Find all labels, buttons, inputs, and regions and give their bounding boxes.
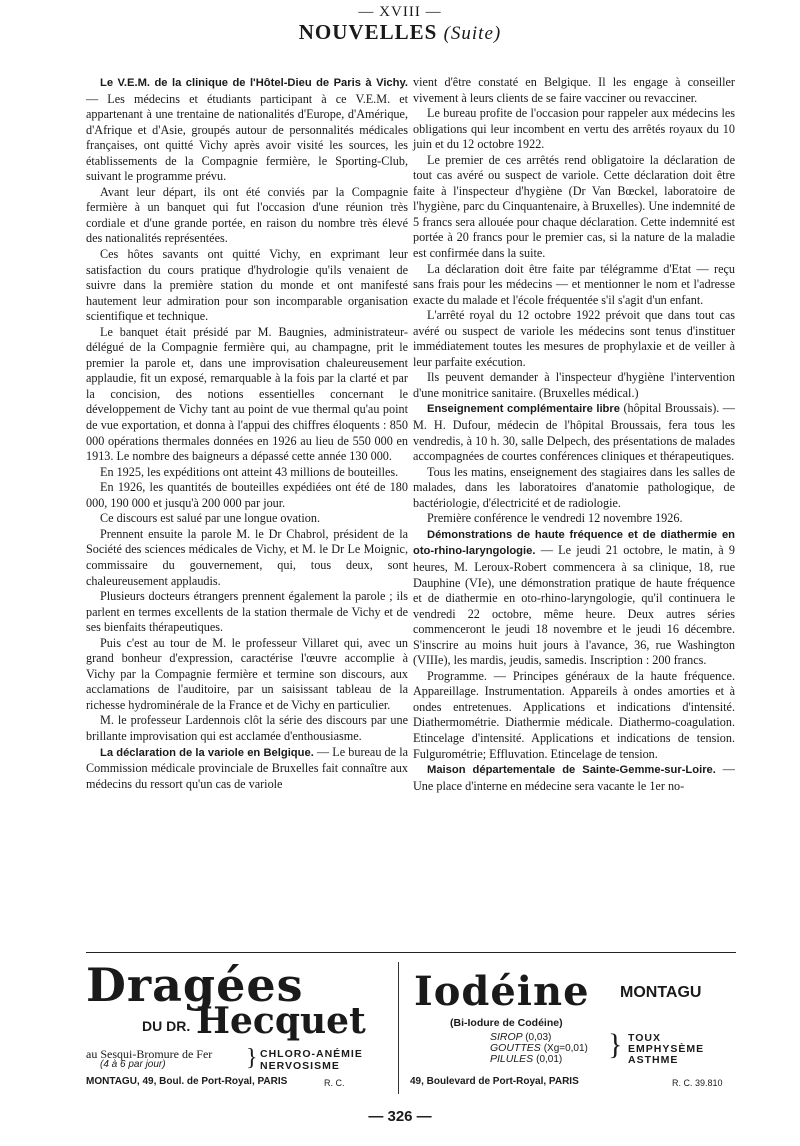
article-text: Le bureau profite de l'occasion pour rappeler aux médecins les obligations qui leur incombent en vertu des arrêtés royaux du 10 juin et du 12 octobre 1922. (413, 106, 735, 152)
ad-forms (490, 1032, 588, 1065)
article-text: Avant leur départ, ils ont été conviés par la Compagnie fermière à un banquet qui fut l'occasion d'une réunion très cordiale et d'une grande portée, en raison du nombre très élevé des nationalités représentées. (86, 184, 408, 246)
ad-form-qty: (0,01) (536, 1054, 563, 1065)
article-paragraph (413, 465, 735, 512)
article-paragraph (86, 480, 408, 511)
article-paragraph (86, 511, 408, 527)
ad-indication: CHLORO-ANÉMIE (260, 1048, 363, 1060)
ad-address-left: MONTAGU, 49, Boul. de Port-Royal, PARIS (86, 1076, 288, 1087)
ad-form-name: SIROP (490, 1031, 523, 1043)
ad-iodeine-montagu (410, 958, 740, 1094)
article-paragraph (413, 669, 735, 762)
article-paragraph (413, 262, 735, 309)
article-text: En 1926, les quantités de bouteilles expédiées ont été de 180 000, 190 000 et jusqu'à 200 000 par jour. (86, 480, 408, 510)
ad-brand-hecquet: Hecquet (196, 1000, 366, 1042)
article-text: M. le professeur Lardennois clôt la série des discours par une brillante improvisation qui est acclamée d'enthousiasme. (86, 713, 408, 743)
article-paragraph (86, 527, 408, 589)
article-paragraph (413, 106, 735, 153)
article-lead: Démonstrations de haute fréquence et de diathermie en oto-rhino-laryngologie. (413, 528, 735, 558)
article-paragraph (413, 370, 735, 401)
ad-form-row (490, 1054, 588, 1065)
roman-page-number: — XVIII — (358, 4, 442, 20)
heading-subtitle: (Suite) (443, 23, 502, 44)
ad-brand-dragees: Dragées (86, 958, 304, 1012)
article-paragraph (86, 745, 408, 793)
ad-indication: NERVOSISME (260, 1060, 340, 1072)
article-text: Le premier de ces arrêtés rend obligatoire la déclaration de tout cas avéré ou suspect de variole. Cette déclaration doit être faite à l'inspecteur d'hygiène (Dr Van Bœckel, laboratoire de l'hygiène, parc du Cinquantenaire, à Bruxelles). Une indemnité de 5 francs sera allouée pour chaque déclaration. Cette indemnité est portée à 20 francs pour le premier cas, si la nature de la maladie est confirmée dans la suite. (413, 152, 736, 261)
article-lead: Enseignement complémentaire libre (427, 403, 620, 416)
article-paragraph (413, 308, 735, 370)
ad-indication: ASTHME (628, 1054, 679, 1066)
article-text: — Le jeudi 21 octobre, le matin, à 9 heures, M. Leroux-Robert commencera à sa clinique, 18, rue Dauphine (VIe), une démonstration pratique de haute fréquence et de diathermie en oto-rhino-laryngologie, qu'il continuera le vendredi 22 octobre, même heure. Deux autres séries commenceront le jeudi 18 novembre et le jeudi 16 décembre. S'inscrire au moins huit jours à l'avance, 36, rue Washington (VIIIe), les mardis, jeudis, samedis. Inscription : 200 francs. (413, 543, 735, 668)
ad-form-qty: (Xg=0,01) (543, 1043, 588, 1054)
ad-rc-right: R. C. 39.810 (672, 1078, 723, 1088)
article-paragraph (86, 325, 408, 465)
article-paragraph (86, 465, 408, 481)
article-text: — Une place d'interne en médecine sera vacante le 1er no- (413, 762, 735, 793)
brace-icon: } (608, 1028, 623, 1061)
ad-brand-iodeine: Iodéine (414, 968, 590, 1015)
ad-indication: TOUX (628, 1032, 661, 1044)
article-text: Puis c'est au tour de M. le professeur Villaret qui, avec un grand bonheur d'expression, caractérise l'œuvre accomplie à Vichy par la Compagnie fermière et termine son discours, aux acclamations de l'auditoire, par un saisissant tableau de la richesse hydrominérale de la France et de Vichy en particulier. (86, 635, 408, 712)
article-text: vient d'être constaté en Belgique. Il les engage à conseiller vivement à leurs clients de se faire vacciner ou revacciner. (413, 75, 735, 105)
article-paragraph (413, 153, 735, 262)
ad-dragees-hecquet (86, 958, 391, 1094)
ad-dose: (4 à 6 par jour) (100, 1059, 166, 1070)
brace-icon: } (246, 1045, 258, 1071)
ad-maker: MONTAGU (620, 984, 702, 1001)
right-column (413, 75, 735, 794)
ad-compound: (Bi-Iodure de Codéine) (450, 1017, 563, 1029)
article-text: Tous les matins, enseignement des stagiaires dans les salles de malades, dans les laboratoires d'anatomie pathologique, de bactériologie, d'électricité et de radiologie. (413, 464, 735, 510)
article-paragraph (86, 185, 408, 247)
article-text: Plusieurs docteurs étrangers prennent également la parole ; ils parlent en termes excellents de la station thermale de Vichy et de ses bienfaits thérapeutiques. (86, 589, 408, 635)
section-heading (0, 20, 800, 45)
heading-title: NOUVELLES (298, 20, 438, 44)
article-paragraph (86, 713, 408, 744)
ad-form-name: GOUTTES (490, 1042, 541, 1054)
article-lead: Le V.E.M. de la clinique de l'Hôtel-Dieu de Paris à Vichy. (100, 77, 408, 89)
article-text: Ils peuvent demander à l'inspecteur d'hygiène l'intervention d'une monitrice sanitaire. (Bruxelles médical.) (413, 370, 735, 400)
article-text: L'arrêté royal du 12 octobre 1922 prévoit que dans tout cas avéré ou suspect de variole les médecins sont tenus d'instituer immédiatement toutes les mesures de prophylaxie et de veiller à leur parfaite exécution. (413, 308, 735, 369)
article-paragraph (413, 401, 735, 464)
article-text: Ces hôtes savants ont quitté Vichy, en exprimant leur satisfaction du cours pratique d'hydrologie qu'ils venaient de suivre dans la première station du monde et ont manifesté hautement leur admiration pour son incomparable organisation scientifique et technique. (86, 247, 408, 324)
ad-address-right: 49, Boulevard de Port-Royal, PARIS (410, 1076, 579, 1087)
article-text: En 1925, les expéditions ont atteint 43 millions de bouteilles. (100, 464, 399, 479)
ad-rc-left: R. C. (324, 1078, 345, 1088)
ad-vertical-separator (398, 962, 399, 1094)
article-paragraph (413, 75, 735, 106)
ad-indications-right (628, 1033, 704, 1066)
article-text: — Le bureau de la Commission médicale provinciale de Bruxelles fait connaître aux médecins du ressort qu'un cas de variole (86, 744, 408, 791)
article-text: Prennent ensuite la parole M. le Dr Chabrol, président de la Société des sciences médicales de Vichy, et M. le Dr Le Moignic, commissaire du gouvernement, qui, tous deux, sont chaleureusement applaudis. (86, 526, 408, 588)
ad-indications-left (260, 1048, 363, 1072)
article-text: Programme. — Principes généraux de la haute fréquence. Appareillage. Instrumentation. Appareils à ondes amorties et à ondes entretenues. Applications et indications d'intensité. Diathermométrie. Diathermie médicale. Diathermo-coagulation. Etincelage d'intensité. Applications et indications de tension. Fulgurométrie; Effluvation. Etincelage de tension. (413, 668, 735, 761)
left-column (86, 75, 408, 792)
ad-product: au Sesqui-Bromure de Fer (86, 1047, 213, 1061)
article-paragraph (86, 636, 408, 714)
article-text: La déclaration doit être faite par télégramme d'Etat — reçu sans frais pour les médecins — et mentionner le nom et l'adresse exacte du malade et l'école fréquentée s'il s'agit d'un enfant. (413, 261, 735, 307)
article-lead: Maison départementale de Sainte-Gemme-sur-Loire. (427, 764, 716, 777)
article-text: (hôpital Broussais). — M. H. Dufour, médecin de l'hôpital Broussais, fera tous les vendredis, à 10 h. 30, salle Delpech, des présentations de malades accompagnées de courtes conférences cliniques et thérapeutiques. (413, 401, 735, 464)
ad-du-dr: DU DR. (142, 1018, 191, 1034)
article-paragraph (86, 589, 408, 636)
article-paragraph (413, 762, 735, 794)
article-lead: La déclaration de la variole en Belgique. (100, 746, 314, 759)
ad-form-qty: (0,03) (525, 1032, 552, 1043)
article-paragraph (86, 75, 408, 185)
article-paragraph (86, 247, 408, 325)
article-paragraph (413, 511, 735, 527)
page-number: — 326 — (368, 1108, 432, 1125)
ad-divider-line (86, 952, 736, 953)
article-text: Ce discours est salué par une longue ovation. (100, 511, 320, 526)
article-text: Première conférence le vendredi 12 novembre 1926. (427, 511, 683, 526)
article-paragraph (413, 527, 735, 669)
ad-indication: EMPHYSÈME (628, 1043, 705, 1055)
ad-form-name: PILULES (490, 1053, 534, 1065)
article-text: Le banquet était présidé par M. Baugnies, administrateur-délégué de la Compagnie fermière qui, au champagne, prit le premier la parole et, dans une improvisation chaleureusement applaudie, fit un exposé, remarquable à la fois par la clarté et par la concision, des notions essentielles concernant le développement de Vichy tant au point de vue thermal qu'au point de vue exportation, et donna à l'appui des chiffres éloquents : 850 000 opérations thermales données en 1926 au lieu de 550 000 en 1913. Le nombre des baigneurs a dépassé cette année 130 000. (86, 324, 408, 464)
article-text: — Les médecins et étudiants participant à ce V.E.M. et appartenant à une trentaine de nationalités d'Europe, d'Amérique, d'Afrique et d'Asie, groupés autour de personnalités médicales françaises, ont quitté Vichy après avoir visité les sources, les établissements de la Compagnie fermière, le Sporting-Club, suivant le programme prévu. (86, 91, 408, 184)
